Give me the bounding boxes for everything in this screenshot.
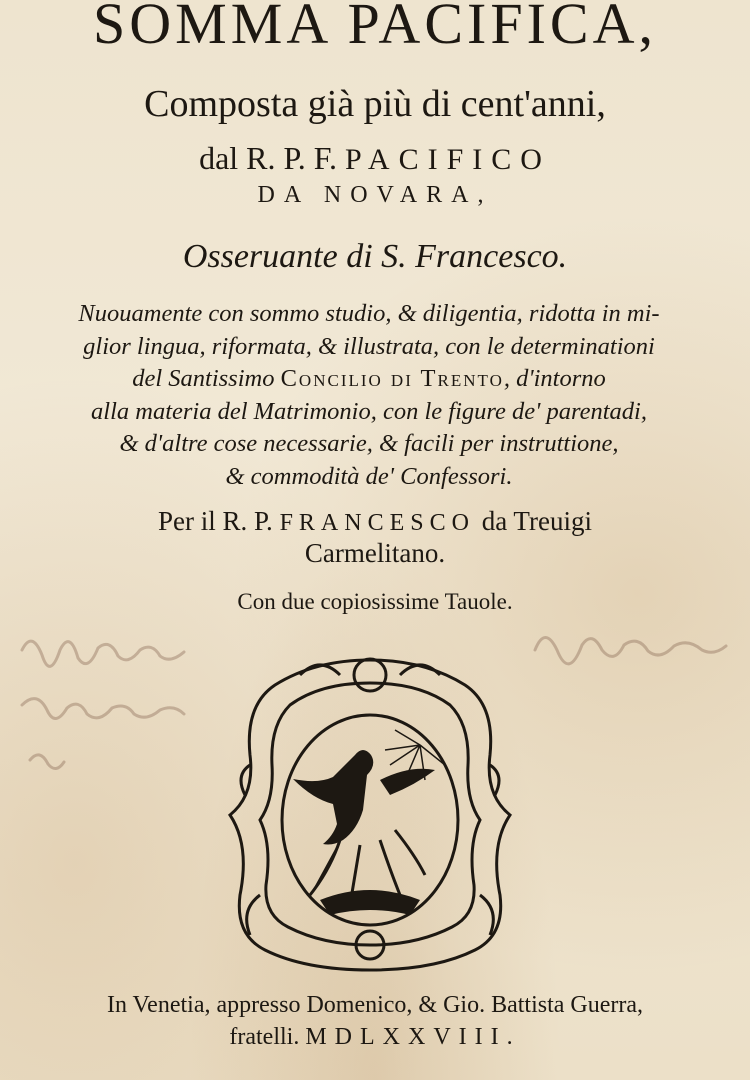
description-line: Nuouamente con sommo studio, & diligentia, ridotta in mi-	[78, 300, 660, 327]
author-origin: DA NOVARA,	[257, 182, 493, 208]
imprint-date-line	[0, 1024, 750, 1051]
printers-device-woodcut	[220, 645, 520, 975]
description-line: alla materia del Matrimonio, con le figure de' parentadi,	[91, 397, 647, 425]
description-paragraph	[26, 298, 712, 493]
editor-origin: da Treuigi	[481, 506, 592, 536]
subtitle-line: Composta già più di cent'anni,	[144, 83, 606, 125]
author-prefix: dal R. P. F.	[199, 140, 337, 176]
tables-note: Con due copiosissime Tauole.	[237, 589, 513, 614]
editor-name: FRANCESCO	[279, 510, 475, 536]
description-line	[26, 363, 712, 396]
author-line	[0, 140, 750, 177]
editor-prefix: Per il R. P.	[158, 506, 273, 536]
council-name: Concilio di Trento	[280, 365, 504, 392]
imprint-year: MDLXXVIII.	[305, 1024, 521, 1050]
editor-order: Carmelitano.	[304, 538, 446, 568]
author-order: Osseruante di S. Francesco.	[182, 238, 568, 275]
editor-line	[0, 506, 750, 537]
author-name: PACIFICO	[344, 143, 551, 176]
description-text: , d'intorno	[503, 365, 606, 392]
description-text: del Santissimo	[132, 365, 275, 392]
description-line: & d'altre cose necessarie, & facili per instruttione,	[119, 430, 619, 457]
description-line: & commodità de' Confessori.	[225, 462, 513, 490]
imprint-publisher: In Venetia, appresso Domenico, & Gio. Battista Guerra,	[106, 992, 644, 1018]
description-line: glior lingua, riformata, & illustrata, con le determinationi	[83, 332, 655, 360]
book-title: SOMMA PACIFICA,	[93, 0, 657, 56]
imprint-fratelli: fratelli.	[229, 1024, 300, 1050]
